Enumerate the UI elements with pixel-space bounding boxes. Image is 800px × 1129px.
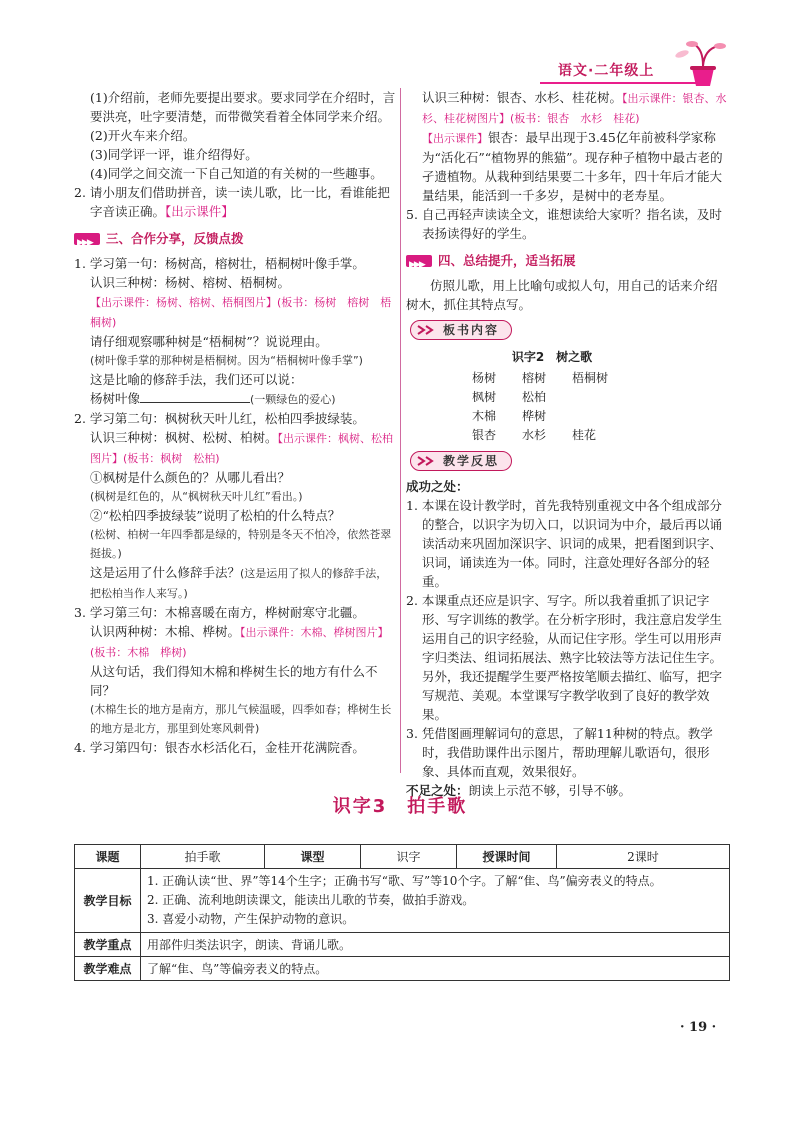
board-row: 银杏 水杉 桂花 [472, 428, 597, 442]
s2-q1: ①枫树是什么颜色的？从哪儿看出？ [90, 470, 291, 485]
s1-fill-blank: 杨树叶像 (一颗绿色的爱心) [90, 391, 336, 406]
s1-question: 1. 学习第一句：杨树高，榕树壮，梧桐树叶像手掌。 [74, 256, 365, 271]
s2-a2: (松树、柏树一年四季都是绿的，特别是冬天不怕冷，依然苍翠挺拔。) [90, 528, 392, 560]
s3-question: 3. 学习第三句：木棉喜暖在南方，桦树耐寒守北疆。 [74, 605, 365, 620]
s1-courseware: 【出示课件：杨树、榕树、梧桐图片】(板书：杨树 榕树 梧桐树) [90, 296, 392, 329]
double-chevron-icon [415, 454, 437, 468]
h-goal: 教学目标 [75, 869, 141, 933]
arrow-badge-icon: ▶▶▶ [406, 255, 432, 267]
reflection-label: 教学反思 [410, 451, 512, 471]
s4-question: 4. 学习第四句：银杏水杉活化石，金桂开花满院香。 [74, 740, 365, 755]
key-points: 用部件归类法识字，朗读、背诵儿歌。 [141, 933, 730, 957]
page-header [540, 40, 730, 80]
reflect-item-1: 1. 本课在设计教学时，首先我特别重视文中各个组成部分的整合，以识字为切入口，以识词为中介，最后再以诵读活动来巩固加深识字、识词的成果，把看图到识字、识词，诵读连为一体。同时，注意处理好各部分的轻重。 [406, 498, 723, 589]
reflect-item-3: 3. 凭借图画理解词句的意思，了解11种树的特点。教学时，我借助课件出示图片，帮助理解儿歌语句，很形象、具体而直观，效果很好。 [406, 726, 713, 779]
type: 识字 [361, 845, 457, 869]
double-chevron-icon [415, 323, 437, 337]
section-3-heading: ▶▶▶ 三、合作分享，反馈点拨 [74, 229, 396, 248]
h-topic: 课题 [75, 845, 141, 869]
intro-1: (1)介绍前，老师先要提出要求。要求同学在介绍时，言要洪亮，吐字要清楚，而带微笑看着全体同学来介绍。 [90, 90, 396, 124]
table-row [75, 957, 730, 981]
s2-q3: 这是运用了什么修辞手法？(这是运用了拟人的修辞手法，把松柏当作人来写。) [90, 565, 388, 600]
page-number: · 19 · [680, 1020, 717, 1035]
s1-ask: 请仔细观察哪种树是“梧桐树”？说说理由。 [90, 334, 328, 349]
arrow-badge-icon: ▶▶▶ [74, 233, 100, 245]
board-title: 识字2 树之歌 [511, 350, 593, 364]
s2-q2: ②“松柏四季披绿装”说明了松柏的什么特点？ [90, 508, 341, 523]
item-2: 2. 请小朋友们借助拼音，读一读儿歌，比一比，看谁能把字音读正确。【出示课件】 [74, 185, 390, 219]
s1-rhetoric: 这是比喻的修辞手法，我们还可以说： [90, 372, 303, 387]
reflect-item-2: 2. 本课重点还应是识字、写字。所以我着重抓了识记字形、写字训练的教学。在分析字形时，我注意启发学生运用自己的识字经验，从而记住字形。学生可以用形声字归类法、组词拓展法、熟字比较法等方法记住生字。另外，我还提醒学生要严格按笔顺去描红、临写，把字写规范、美观。本堂课写字教学收到了良好的教学效果。 [406, 593, 723, 722]
board-row: 枫树 松柏 [472, 390, 547, 404]
difficult-points: 了解“隹、鸟”等偏旁表义的特点。 [141, 957, 730, 981]
deficit: 不足之处：朗读上示范不够，引导不够。 [406, 783, 632, 798]
goals: 1. 正确认读“世、界”等14个生字；正确书写“歌、写”等10个字。了解“隹、鸟”偏旁表义的特点。 2. 正确、流利地朗读课文，能读出儿歌的节奏，做拍手游戏。 3. 喜爱小动物，产生保护动物的意识。 [141, 869, 730, 933]
table-row [75, 869, 730, 933]
intro-3: (3)同学评一评，谁介绍得好。 [90, 147, 258, 162]
section-4-heading: ▶▶▶ 四、总结提升，适当拓展 [406, 251, 728, 270]
s2-a1: (枫树是红色的，从“枫树秋天叶儿红”看出。) [90, 490, 303, 503]
column-divider [400, 88, 401, 773]
left-column [74, 88, 396, 757]
time: 2课时 [557, 845, 730, 869]
h-diff: 教学难点 [75, 957, 141, 981]
intro-2: (2)开火车来介绍。 [90, 128, 196, 143]
r1-learn: 认识三种树：银杏、水杉、桂花树。【出示课件：银杏、水杉、桂花树图片】(板书：银杏 水杉 桂花) [422, 90, 727, 125]
topic: 拍手歌 [141, 845, 265, 869]
header-title: 语文·二年级上 [558, 63, 655, 79]
board-row: 杨树 榕树 梧桐树 [472, 371, 609, 385]
s1-learn: 认识三种树：杨树、榕树、梧桐树。 [90, 275, 291, 290]
right-column [406, 88, 728, 800]
lesson-plan-table [74, 844, 730, 981]
intro-4: (4)同学之间交流一下自己知道的有关树的一些趣事。 [90, 166, 383, 181]
item-5: 5. 自己再轻声读读全文，谁想读给大家听？指名读，及时表扬读得好的学生。 [406, 207, 722, 241]
table-row [75, 845, 730, 869]
s3-learn: 认识两种树：木棉、桦树。【出示课件：木棉、桦树图片】(板书：木棉 桦树) [90, 624, 389, 659]
h-type: 课型 [265, 845, 361, 869]
s3-answer: (木棉生长的地方是南方，那儿气候温暖，四季如春；桦树生长的地方是北方，那里到处寒风刺骨) [90, 703, 392, 735]
success-label: 成功之处： [406, 479, 469, 494]
h-key: 教学重点 [75, 933, 141, 957]
s2-learn: 认识三种树：枫树、松树、柏树。【出示课件：枫树、松柏图片】(板书：枫树 松柏) [90, 430, 394, 465]
board-content-label: 板书内容 [410, 320, 512, 340]
s4-text: 仿照儿歌，用上比喻句或拟人句，用自己的话来介绍树木，抓住其特点写。 [406, 278, 718, 312]
lesson-title: 识字3 拍手歌 [332, 796, 468, 817]
s3-ask: 从这句话，我们得知木棉和桦树生长的地方有什么不同？ [90, 664, 378, 698]
board-row: 木棉 桦树 [472, 409, 547, 423]
flower-pot-icon [670, 40, 730, 90]
s1-answer: (树叶像手掌的那种树是梧桐树。因为“梧桐树叶像手掌”) [90, 354, 363, 367]
r1-ginkgo: 【出示课件】银杏：最早出现于3.45亿年前被科学家称为“活化石”“植物界的熊猫”。现存种子植物中最古老的孑遗植物。从栽种到结果要二十多年，四十年后才能大量结果，能活到一千多岁，是树中的老寿星。 [422, 130, 723, 203]
s2-question: 2. 学习第二句：枫树秋天叶儿红，松柏四季披绿装。 [74, 411, 365, 426]
blank-line [140, 390, 250, 403]
h-time: 授课时间 [457, 845, 557, 869]
table-row [75, 933, 730, 957]
